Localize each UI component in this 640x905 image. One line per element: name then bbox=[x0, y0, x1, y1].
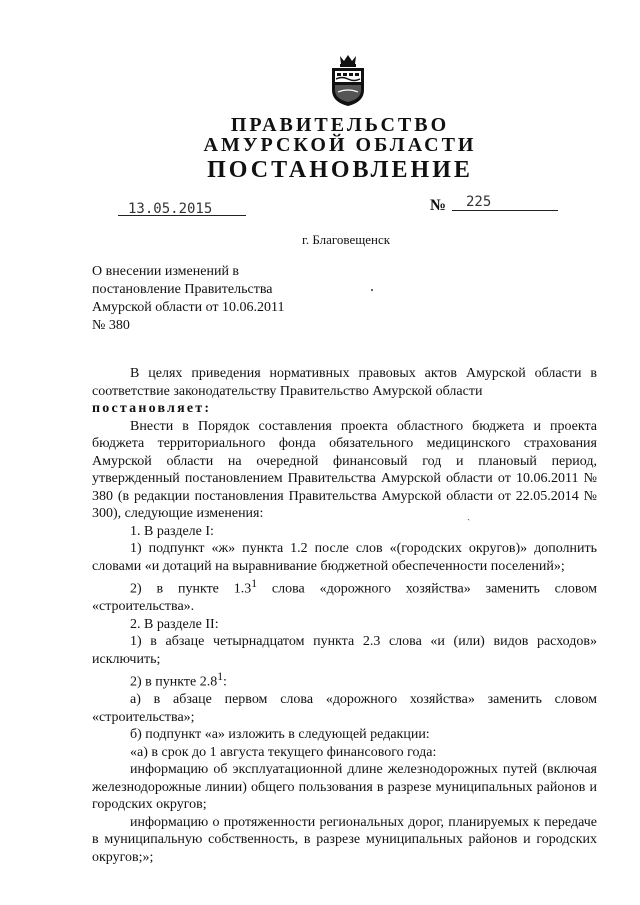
section-2-item-1: 1) в абзаце четырнадцатом пункта 2.3 слова «и (или) видов расходов» исключить; bbox=[92, 634, 597, 667]
section-2-item-2b: б) подпункт «а» изложить в следующей редакции: bbox=[130, 727, 430, 743]
number-underline bbox=[452, 210, 558, 211]
document-date: 13.05.2015 bbox=[128, 201, 213, 217]
section-2-item-2a: а) в абзаце первом слова «дорожного хозяйства» заменить словом «строительства»; bbox=[92, 692, 597, 725]
section-1-item-1: 1) подпункт «ж» пункта 1.2 после слов «(городских округов)» дополнить словами «и дотаций на выравнивание бюджетной обеспеченности поселений»; bbox=[92, 541, 597, 574]
superscript: 1 bbox=[251, 577, 258, 590]
section-2-item-2c: «а) в срок до 1 августа текущего финансового года: bbox=[130, 744, 437, 760]
document-type-title: ПОСТАНОВЛЕНИЕ bbox=[207, 157, 473, 183]
decree-word-text: постановляет: bbox=[92, 401, 212, 416]
document-subject bbox=[92, 263, 284, 335]
item-text: 2) в пункте 2.8 bbox=[130, 674, 218, 690]
scan-speck bbox=[371, 289, 373, 291]
government-name-line2: АМУРСКОЙ ОБЛАСТИ bbox=[203, 134, 477, 156]
city-name: г. Благовещенск bbox=[301, 232, 391, 247]
government-name-line1: ПРАВИТЕЛЬСТВО bbox=[230, 114, 450, 136]
section-1-item-2 bbox=[92, 575, 597, 616]
item-text: 2) в пункте 1.3 bbox=[130, 581, 252, 597]
section-2-item-2 bbox=[92, 668, 597, 691]
preamble-paragraph: В целях приведения нормативных правовых актов Амурской области в соответствие законодательству Правительство Амурской области bbox=[92, 366, 597, 399]
subject-line: Амурской области от 10.06.2011 bbox=[92, 300, 285, 315]
main-paragraph: Внести в Порядок составления проекта областного бюджета и проекта бюджета территориального фонда обязательного медицинского страхования Амурской области на очередной финансовый год и плановый период, утвержденный постановлением Правительства Амурской области от 10.06.2011 № 380 (в редакции постановления Правительства Амурской области от 22.05.2014 № 300), следующие изменения: bbox=[92, 418, 597, 521]
subject-line: постановление Правительства bbox=[92, 282, 273, 297]
amur-region-coat-of-arms-icon bbox=[326, 52, 370, 108]
item-text: : bbox=[223, 674, 227, 690]
number-sign: № bbox=[430, 197, 447, 214]
superscript: 1 bbox=[217, 670, 224, 684]
subject-line: № 380 bbox=[92, 318, 130, 333]
section-2-item-2d: информацию об эксплуатационной длине железнодорожных путей (включая железнодорожные линии) общего пользования в разрезе муниципальных районов и городских округов; bbox=[92, 762, 597, 813]
item-text: слова «дорожного хозяйства» заменить словом «строительства». bbox=[92, 581, 597, 615]
document-body bbox=[92, 365, 597, 866]
scan-mark: ˎ bbox=[467, 510, 471, 521]
section-2-heading: 2. В разделе II: bbox=[130, 616, 219, 632]
section-1-heading: 1. В разделе I: bbox=[130, 523, 214, 539]
subject-line: О внесении изменений в bbox=[92, 264, 240, 279]
decree-word bbox=[92, 400, 597, 418]
date-underline bbox=[118, 215, 246, 216]
document-number: 225 bbox=[466, 194, 492, 210]
section-2-item-2e: информацию о протяженности региональных дорог, планируемых к передаче в муниципальную собственность, в разрезе муниципальных районов и городских округов;»; bbox=[92, 814, 597, 865]
